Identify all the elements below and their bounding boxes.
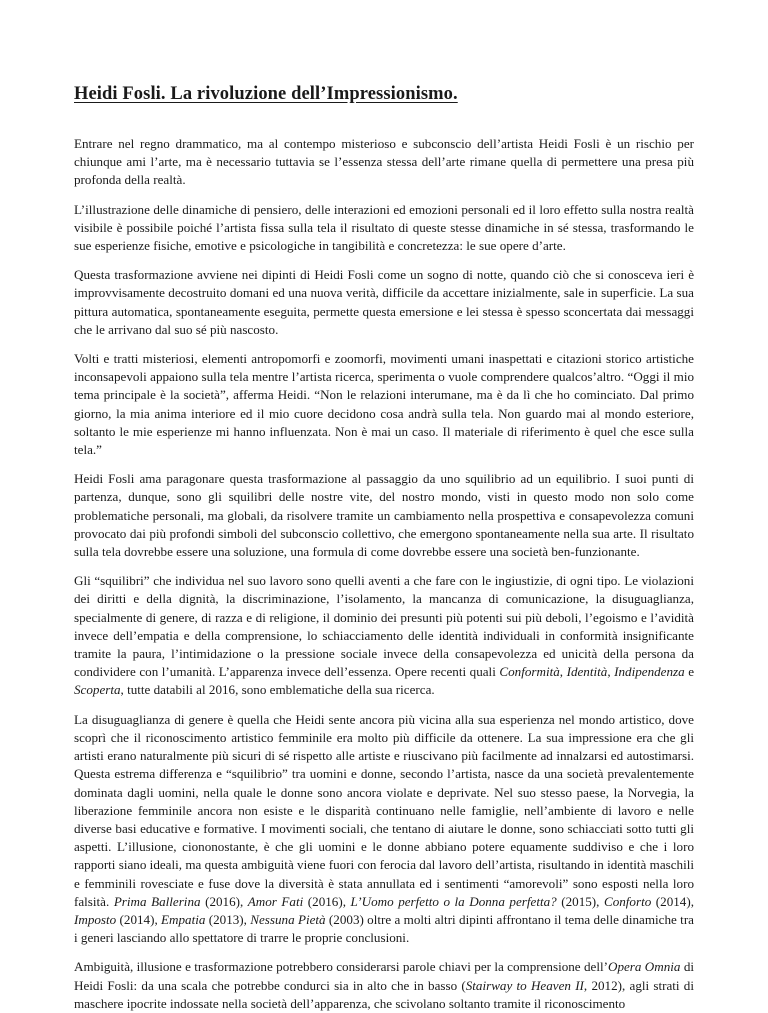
paragraph-text: , 2012), agli strati di maschere ipocrite indossate nella società dell’apparenza, che scivolano soltanto tramite il riconoscimento (74, 977, 694, 1011)
italic-title-text: Conforto (603, 893, 652, 909)
italic-title-text: Empatia (161, 911, 206, 927)
paragraph (74, 350, 694, 459)
paragraph-text: , (559, 664, 567, 680)
italic-title-text: Imposto (74, 911, 117, 927)
paragraph-text: Entrare nel regno drammatico, ma al contempo misterioso e subconscio dell’artista Heidi Fosli è un rischio per chiunque ami l’arte, ma è necessario tuttavia se l’essenza stessa dell’arte rimane quella di permettere una presa più profonda della realtà. (74, 136, 694, 188)
italic-title-text: Prima Ballerina (113, 893, 201, 909)
document-title: Heidi Fosli. La rivoluzione dell’Impressionismo. (74, 84, 458, 104)
paragraph (74, 572, 694, 699)
paragraph-text: , tutte databili al 2016, sono emblematiche della sua ricerca. (120, 682, 435, 698)
paragraph (74, 135, 694, 190)
paragraph-text: Ambiguità, illusione e trasformazione potrebbero considerarsi parole chiavi per la comprensione dell’ (74, 959, 608, 975)
paragraph-text: , (607, 664, 615, 680)
paragraph-text: Gli “squilibri” che individua nel suo lavoro sono quelli aventi a che fare con le ingiustizie, di ogni tipo. Le violazioni dei diritti e della dignità, la discriminazione, l’isolamento, la mancanza di comunicazione, la disuguaglianza, specialmente di genere, di razza e di religione, il dominio dei presunti più potenti sui più deboli, l’egoismo e l’avidità invece dell’empatia e della comprensione, lo schiacciamento delle identità individuali in conformità insignificante tramite la paura, l’intimidazione o la pressione sociale invece della consapevolezza ed unicità della persona da condividere con l’umanità. L’apparenza invece dell’essenza. Opere recenti quali (74, 573, 694, 680)
italic-title-text: Amor Fati (247, 893, 304, 909)
paragraph-text: (2015), (556, 893, 604, 909)
paragraph-text: (2014), (116, 911, 162, 927)
paragraph (74, 470, 694, 561)
italic-title-text: L’Uomo perfetto o la Donna perfetta? (350, 893, 557, 909)
paragraph-text: L’illustrazione delle dinamiche di pensiero, delle interazioni ed emozioni personali ed il loro effetto sulla nostra realtà visibile è possibile poiché l’artista fissa sulla tela il risultato di queste stesse dinamiche in sé stessa, trasformando le sue esperienze fisiche, emotive e psicologiche in tangibilità e concretezza: le sue opere d’arte. (74, 201, 694, 254)
paragraph-text: (2016), (200, 893, 248, 909)
paragraph-text: La disuguaglianza di genere è quella che Heidi sente ancora più vicina alla sua esperienza nel mondo artistico, dove scoprì che il riconoscimento artistico femminile era molto più difficile da ottenere. La sua impressione era che gli artisti erano naturalmente più sicuri di sé rispetto alle artiste e riuscivano più facilmente ad innalzarsi ed autostimarsi. Questa estrema differenza e “squilibrio” tra uomini e donne, secondo l’artista, nasce da una società prevalentemente dominata dagli uomini, nella quale le donne sono ancora violate e deprivate. Nel suo stesso paese, la Norvegia, la liberazione femminile ancora non esiste e le disparità continuano nelle famiglie, nell’ambiente di lavoro e nelle diverse basi educative e formative. I movimenti sociali, che tentano di aiutare le donne, sono schiacciati sotto tutti gli aspetti. L’illusione, ciononostante, è che gli uomini e le donne abbiano potere equamente suddiviso e che i loro rapporti siano ideali, ma questa ambiguità viene fuori con ferocia dal lavoro dell’artista, risultando in identità maschili e femminili rovesciate e fuse dove la diversità è stata annullata ed i sentimenti “amorevoli” sono esposti nella loro falsità. (74, 711, 694, 909)
italic-title-text: Indipendenza (614, 664, 685, 680)
document-body (74, 135, 694, 1013)
paragraph-text: (2016), (303, 893, 351, 909)
italic-title-text: Opera Omnia (607, 959, 681, 975)
paragraph-text: (2013), (205, 911, 251, 927)
paragraph-text: Questa trasformazione avviene nei dipinti di Heidi Fosli come un sogno di notte, quando ciò che si conosceva ieri è improvvisamente decostruito domani ed una nuova verità, difficile da accettare inizialmente, sale in superficie. La sua pittura automatica, spontaneamente eseguita, permette questa emersione e lei stessa è spesso sconcertata dai messaggi che le arrivano dal suo sé più nascosto. (74, 267, 694, 337)
paragraph (74, 711, 694, 948)
paragraph-text: (2003) oltre a molti altri dipinti affrontano il tema delle dinamiche tra i generi lasciando allo spettatore di trarre le proprie conclusioni. (74, 911, 694, 946)
paragraph-text: di Heidi Fosli: da una scala che potrebbe condurci sia in alto che in basso ( (74, 959, 694, 993)
paragraph (74, 201, 694, 256)
italic-title-text: Identità (566, 664, 608, 680)
italic-title-text: Stairway to Heaven II (465, 977, 584, 993)
italic-title-text: Scoperta (74, 682, 121, 698)
paragraph-text: (2014), (651, 893, 694, 909)
paragraph (74, 266, 694, 339)
italic-title-text: Nessuna Pietà (250, 911, 326, 927)
paragraph (74, 958, 694, 1013)
paragraph-text: Heidi Fosli ama paragonare questa trasformazione al passaggio da uno squilibrio ad un equilibrio. I suoi punti di partenza, dunque, sono gli squilibri delle nostre vite, del nostro mondo, visti in questo modo non solo come problematiche personali, ma globali, da risolvere tramite un cambiamento nella prospettiva e consapevolezza comuni provocato dai più profondi simboli del subconscio collettivo, che emergono spontaneamente nella sua arte. Il risultato sulla tela dovrebbe essere una soluzione, una formula di come dovrebbe essere una società ben-funzionante. (74, 471, 694, 560)
paragraph-text: e (684, 664, 695, 680)
paragraph-text: Volti e tratti misteriosi, elementi antropomorfi e zoomorfi, movimenti umani inaspettati e citazioni storico artistiche inconsapevoli appaiono sulla tela mentre l’artista ricerca, sperimenta o vuole comprendere qualcos’altro. “Oggi il mio tema principale è la società”, afferma Heidi. “Non le relazioni interumane, ma è da lì che ho cominciato. Dal primo giorno, la mia anima interiore ed il mio cuore decidono cosa andrà sulla tela. Non guardo mai al mondo esteriore, soltanto le mie esperienze mi hanno influenzata. Non è mai un caso. Il materiale di riferimento è quel che esce sulla tela.” (74, 351, 694, 458)
italic-title-text: Conformità (499, 664, 560, 680)
